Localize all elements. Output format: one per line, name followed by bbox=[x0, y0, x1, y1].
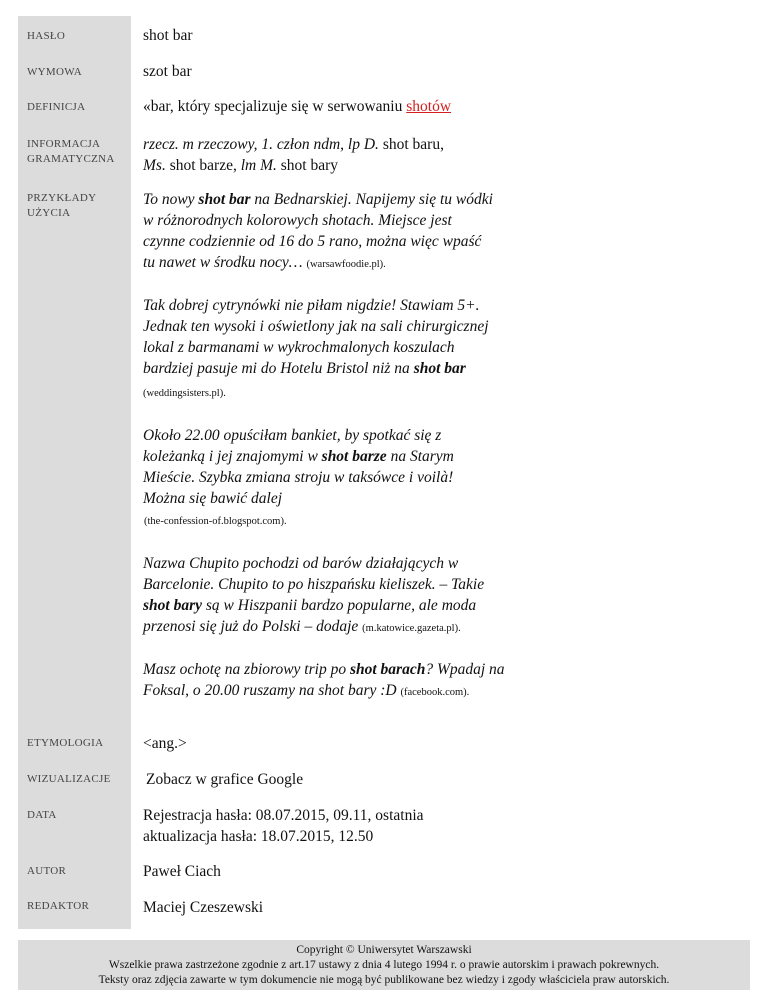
copyright-footer bbox=[18, 940, 750, 990]
gram-line1-italic: rzecz. m rzeczowy, 1. człon ndm, lp D. bbox=[143, 136, 379, 153]
footer-notice: Teksty oraz zdjęcia zawarte w tym dokumencie nie mogą być publikowane bez wiedzy i zgody właściciela praw autorskich. bbox=[98, 974, 670, 986]
label-data: DATA bbox=[27, 809, 57, 821]
ex1-keyword: shot bar bbox=[198, 191, 251, 208]
ex2-text-a: Tak dobrej cytrynówki nie piłam nigdzie! Stawiam 5+. Jednak ten wysoki i oświetlony jak na sali chirurgicznej lokal z barmanami w wykrochmalonych koszulach bardziej pasuje mi do Hotelu Bristol niż na bbox=[143, 297, 489, 377]
example-4 bbox=[143, 553, 498, 639]
value-informacja-gramatyczna bbox=[143, 134, 444, 176]
value-data bbox=[143, 805, 424, 847]
data-line2: aktualizacja hasła: 18.07.2015, 12.50 bbox=[143, 828, 374, 845]
gram-line2 bbox=[143, 155, 444, 176]
ex3-text-a: Około 22.00 opuściłam bankiet, by spotkać się z koleżanką i jej znajomymi w bbox=[143, 427, 442, 465]
gram-line1 bbox=[143, 134, 444, 155]
label-autor: AUTOR bbox=[27, 865, 67, 877]
definicja-text: «bar, który specjalizuje się w serwowaniu bbox=[143, 98, 407, 115]
gram-line2-lm: lm M. bbox=[240, 157, 277, 174]
label-haslo: HASŁO bbox=[27, 30, 66, 42]
gram-line1-text: shot baru, bbox=[378, 136, 444, 153]
ex1-text-c: na Bednarskiej. Napijemy się tu wódki w różnorodnych kolorowych shotach. Miejsce jest czynne codziennie od 16 do 5 rano, można więc wpaść tu nawet w środku nocy… bbox=[143, 191, 493, 271]
label-informacja-line2: GRAMATYCZNA bbox=[27, 153, 115, 165]
footer-rights: Wszelkie prawa zastrzeżone zgodnie z art.17 ustawy z dnia 4 lutego 1994 r. o prawie autorskim i prawach pokrewnych. bbox=[108, 959, 660, 971]
ex2-source: (weddingsisters.pl). bbox=[143, 388, 226, 399]
value-redaktor: Maciej Czeszewski bbox=[143, 899, 264, 916]
label-przyklady-uzycia bbox=[27, 191, 96, 221]
google-images-link[interactable]: Zobacz w grafice Google bbox=[146, 771, 304, 788]
example-3 bbox=[143, 425, 483, 532]
ex4-keyword: shot bary bbox=[143, 597, 202, 614]
value-definicja bbox=[143, 96, 451, 117]
ex5-text-c: ? Wpadaj na Foksal, o 20.00 ruszamy na shot bary :D bbox=[143, 661, 505, 699]
label-redaktor: REDAKTOR bbox=[27, 900, 90, 912]
ex1-text-a: To nowy bbox=[143, 191, 199, 208]
ex1-source: (warsawfoodie.pl). bbox=[306, 259, 386, 270]
data-line1: Rejestracja hasła: 08.07.2015, 09.11, ostatnia bbox=[143, 807, 424, 824]
gram-line2-text: shot barze, bbox=[165, 157, 241, 174]
label-przyklady-line1: PRZYKŁADY bbox=[27, 192, 97, 204]
label-definicja: DEFINICJA bbox=[27, 101, 86, 113]
ex3-keyword: shot barze bbox=[321, 448, 387, 465]
ex5-keyword: shot barach bbox=[349, 661, 426, 678]
example-2 bbox=[143, 295, 493, 404]
example-5 bbox=[143, 659, 513, 703]
label-wizualizacje: WIZUALIZACJE bbox=[27, 773, 111, 785]
definicja-link-shotow[interactable]: shotów bbox=[406, 98, 452, 115]
example-1 bbox=[143, 189, 493, 275]
ex2-keyword: shot bar bbox=[413, 360, 466, 377]
gram-line2-ms: Ms. bbox=[143, 157, 166, 174]
label-wymowa: WYMOWA bbox=[27, 66, 82, 78]
ex3-body bbox=[143, 425, 483, 509]
label-informacja-gramatyczna bbox=[27, 137, 115, 167]
value-autor: Paweł Ciach bbox=[143, 863, 221, 880]
value-etymologia: <ang.> bbox=[143, 735, 187, 752]
ex3-text-c: na Starym Mieście. Szybka zmiana stroju w taksówce i voilà! Można się bawić dalej bbox=[143, 448, 454, 507]
ex4-text-c: są w Hiszpanii bardzo popularne, ale moda przenosi się już do Polski – dodaje bbox=[143, 597, 477, 635]
ex4-source: (m.katowice.gazeta.pl). bbox=[362, 623, 461, 634]
ex5-text-a: Masz ochotę na zbiorowy trip po bbox=[143, 661, 350, 678]
ex4-text-a: Nazwa Chupito pochodzi od barów działających w Barcelonie. Chupito to po hiszpańsku kieliszek. – Takie bbox=[143, 555, 485, 593]
label-informacja-line1: INFORMACJA bbox=[27, 138, 101, 150]
ex5-source: (facebook.com). bbox=[400, 687, 470, 698]
footer-copyright: Copyright © Uniwersytet Warszawski bbox=[296, 944, 472, 956]
gram-line2-text2: shot bary bbox=[276, 157, 339, 174]
ex3-source: (the-confession-of.blogspot.com). bbox=[144, 516, 287, 527]
label-etymologia: ETYMOLOGIA bbox=[27, 737, 104, 749]
label-przyklady-line2: UŻYCIA bbox=[27, 207, 71, 219]
value-haslo: shot bar bbox=[143, 27, 193, 44]
value-wymowa: szot bar bbox=[143, 63, 192, 80]
